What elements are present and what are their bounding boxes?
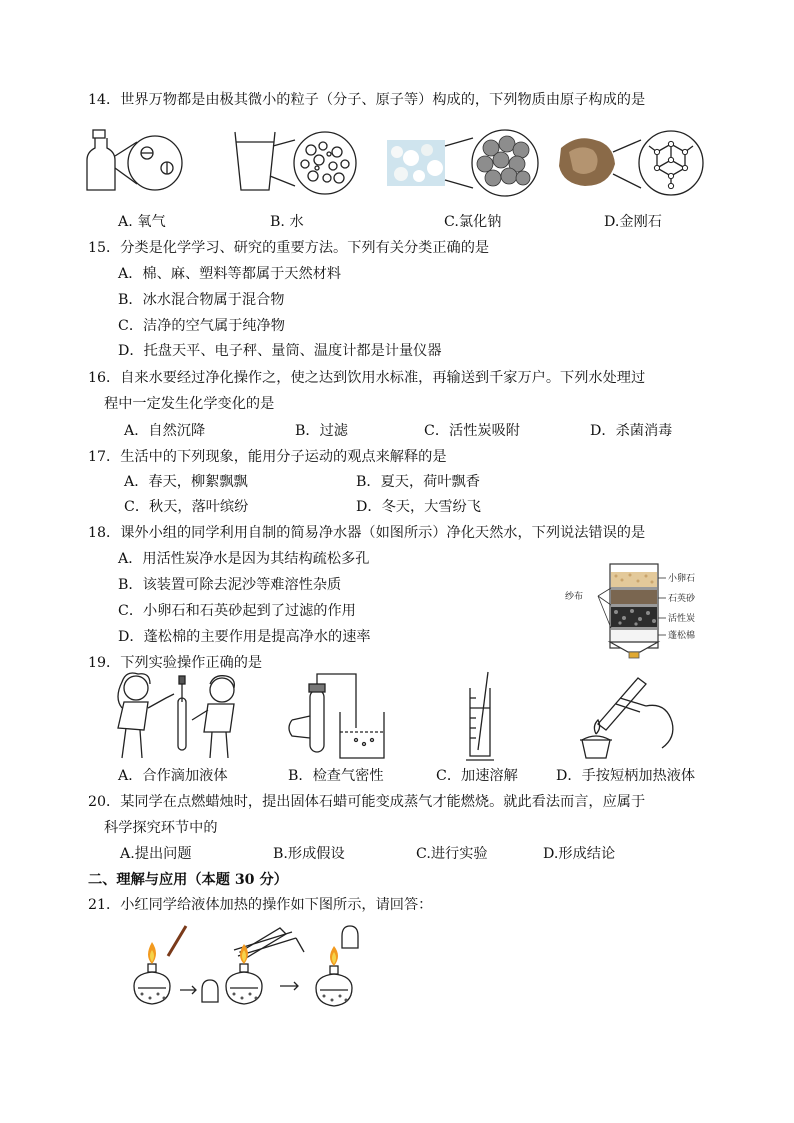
q15-stem: 15．分类是化学学习、研究的重要方法。下列有关分类正确的是 <box>88 240 490 256</box>
q14-option-a[interactable]: A. 氧气 <box>118 214 166 230</box>
q16-options <box>0 424 794 440</box>
filter-label-activated-carbon: 活性炭 <box>668 614 696 624</box>
q17-option-a[interactable]: A．春天，柳絮飘飘 <box>124 474 248 490</box>
section-2-title: 二、理解与应用（本题 30 分） <box>88 872 288 888</box>
q15-option-b[interactable]: B．冰水混合物属于混合物 <box>118 292 285 308</box>
airtight-check-icon <box>289 674 384 758</box>
q16-option-d[interactable]: D．杀菌消毒 <box>590 423 673 439</box>
q19-option-c[interactable]: C．加速溶解 <box>436 768 518 784</box>
q19-option-a[interactable]: A．合作滴加液体 <box>118 768 228 784</box>
q21-stem: 21．小红同学给液体加热的操作如下图所示，请回答： <box>88 897 433 913</box>
q20-options <box>0 847 794 863</box>
q19-option-b[interactable]: B．检查气密性 <box>288 768 384 784</box>
q14-figures <box>85 128 715 198</box>
q20-option-d[interactable]: D.形成结论 <box>543 846 616 862</box>
cylinder-stir-icon <box>466 672 494 760</box>
q14-stem: 14．世界万物都是由极其微小的粒子（分子、原子等）构成的，下列物质由原子构成的是 <box>88 92 646 108</box>
q14-option-c[interactable]: C.氯化钠 <box>444 214 502 230</box>
q14-option-d[interactable]: D.金刚石 <box>604 214 662 230</box>
q19-option-d[interactable]: D．手按短柄加热液体 <box>556 768 696 784</box>
q20-stem-line1: 20．某同学在点燃蜡烛时，提出固体石蜡可能变成蒸气才能燃烧。就此看法而言，应属于 <box>88 794 646 810</box>
q18-option-c[interactable]: C．小卵石和石英砂起到了过滤的作用 <box>118 603 356 619</box>
q17-option-c[interactable]: C．秋天，落叶缤纷 <box>124 499 249 515</box>
q15-option-a[interactable]: A．棉、麻、塑料等都属于天然材料 <box>118 266 342 282</box>
q17-stem: 17．生活中的下列现象，能用分子运动的观点来解释的是 <box>88 449 447 465</box>
filter-label-cotton: 蓬松棉 <box>668 631 696 641</box>
filter-label-quartz-sand: 石英砂 <box>668 594 696 604</box>
q17-option-b[interactable]: B．夏天，荷叶飘香 <box>356 474 480 490</box>
q16-stem-line1: 16．自来水要经过净化操作之，使之达到饮用水标准，再输送到千家万户。下列水处理过 <box>88 370 646 386</box>
q15-option-d[interactable]: D．托盘天平、电子秤、量筒、温度计都是计量仪器 <box>118 343 442 359</box>
q17-option-d[interactable]: D．冬天，大雪纷飞 <box>356 499 481 515</box>
q20-stem-line2: 科学探究环节中的 <box>104 820 218 836</box>
kids-dropping-icon <box>118 673 234 758</box>
q17-options-row2 <box>0 500 794 516</box>
q15-option-c[interactable]: C．洁净的空气属于纯净物 <box>118 318 285 334</box>
q16-option-c[interactable]: C．活性炭吸附 <box>424 423 520 439</box>
flame-icon <box>148 942 338 966</box>
salt-icon <box>387 130 538 196</box>
q16-stem-line2: 程中一定发生化学变化的是 <box>104 396 275 412</box>
water-filter-icon <box>560 558 710 664</box>
filter-label-gauze: 纱布 <box>565 592 584 602</box>
bottle-icon <box>87 130 182 190</box>
q14-option-b[interactable]: B. 水 <box>270 214 304 230</box>
q20-option-a[interactable]: A.提出问题 <box>120 846 192 862</box>
q16-option-a[interactable]: A．自然沉降 <box>124 423 206 439</box>
filter-label-pebbles: 小卵石 <box>668 574 696 584</box>
q14-options <box>0 215 794 231</box>
q20-option-b[interactable]: B.形成假设 <box>273 846 345 862</box>
q19-options <box>0 769 794 785</box>
heating-tube-icon <box>580 678 673 758</box>
q18-option-b[interactable]: B．该装置可除去泥沙等难溶性杂质 <box>118 577 342 593</box>
glass-icon <box>235 132 356 194</box>
q18-option-a[interactable]: A．用活性炭净水是因为其结构疏松多孔 <box>118 551 370 567</box>
lab-operation-icon <box>104 668 704 764</box>
q16-option-b[interactable]: B．过滤 <box>295 423 348 439</box>
diamond-icon <box>559 131 703 195</box>
q18-stem: 18．课外小组的同学利用自制的简易净水器（如图所示）净化天然水，下列说法错误的是 <box>88 525 646 541</box>
q20-option-c[interactable]: C.进行实验 <box>416 846 488 862</box>
q17-options-row1 <box>0 475 794 491</box>
q19-stem: 19．下列实验操作正确的是 <box>88 655 263 671</box>
alcohol-lamp-icon <box>128 922 398 1018</box>
q18-option-d[interactable]: D．蓬松棉的主要作用是提高净水的速率 <box>118 629 371 645</box>
